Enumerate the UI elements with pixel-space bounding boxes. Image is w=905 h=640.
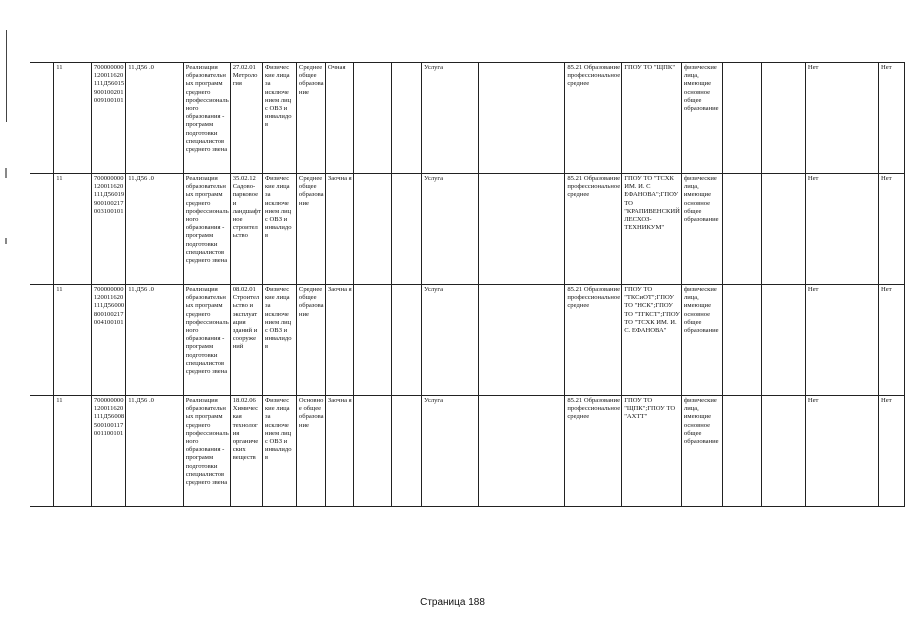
study-form: Заочна я (325, 285, 353, 396)
page-edge-mark (5, 168, 7, 178)
education-level: Основно е общее образова ние (296, 396, 325, 507)
registry-code: 700000000 120011620 111Д56000 800100217 004100101 (91, 285, 125, 396)
education-level: Среднее общее образова ние (296, 285, 325, 396)
flag-cell: Нет (805, 396, 878, 507)
empty-cell (722, 396, 762, 507)
service-name: Реализация образовательн ых программ среднего профессиональ ного образования - программ подготовки специалистов среднего звена (183, 174, 230, 285)
registry-table (30, 62, 905, 507)
institutions: ГПОУ ТО "ЩПК" (622, 63, 682, 174)
consumer-category: Физичес кие лица за исключе нием лиц с ОВЗ и инвалидо в (262, 285, 296, 396)
row-number: 11 (54, 174, 92, 285)
service-type: Услуга (421, 285, 478, 396)
consumer-category: Физичес кие лица за исключе нием лиц с ОВЗ и инвалидо в (262, 396, 296, 507)
study-form: Очная (325, 63, 353, 174)
consumer-category: Физичес кие лица за исключе нием лиц с ОВЗ и инвалидо в (262, 63, 296, 174)
service-type: Услуга (421, 63, 478, 174)
table-row (30, 285, 905, 396)
specialty: 27.02.01 Метроло гия (230, 63, 262, 174)
kind-code: 11.Д56 .0 (126, 285, 184, 396)
spacer-cell (30, 174, 54, 285)
institutions: ГПОУ ТО "ЩПК";ГПОУ ТО "АХТТ" (622, 396, 682, 507)
kind-code: 11.Д56 .0 (126, 396, 184, 507)
education-level: Среднее общее образова ние (296, 63, 325, 174)
empty-cell (392, 63, 422, 174)
flag-cell: Нет (879, 396, 905, 507)
row-number: 11 (54, 396, 92, 507)
consumer-category: Физичес кие лица за исключе нием лиц с ОВЗ и инвалидо в (262, 174, 296, 285)
okved: 85.21 Образование профессиональное среднее (565, 285, 622, 396)
flag-cell: Нет (805, 285, 878, 396)
consumers: физические лица, имеющие основное общее образование (681, 174, 722, 285)
empty-cell (762, 63, 805, 174)
page-edge-line (6, 30, 7, 122)
flag-cell: Нет (805, 174, 878, 285)
flag-cell: Нет (805, 63, 878, 174)
kind-code: 11.Д56 .0 (126, 174, 184, 285)
table-row (30, 174, 905, 285)
okved: 85.21 Образование профессиональное среднее (565, 174, 622, 285)
row-number: 11 (54, 63, 92, 174)
empty-cell (353, 285, 392, 396)
education-level: Среднее общее образова ние (296, 174, 325, 285)
study-form: Заочна я (325, 174, 353, 285)
registry-code: 700000000 120011620 111Д56015 900100201 009100101 (91, 63, 125, 174)
institutions: ГПОУ ТО "ТСХК ИМ. И. С ЕФАНОВА";ГПОУ ТО "КРАПИВЕНСКИЙ ЛЕСХОЗ-ТЕХНИКУМ" (622, 174, 682, 285)
flag-cell: Нет (879, 285, 905, 396)
registry-code: 700000000 120011620 111Д56008 500100117 001100101 (91, 396, 125, 507)
empty-cell (722, 63, 762, 174)
okved: 85.21 Образование профессиональное среднее (565, 63, 622, 174)
empty-cell (478, 396, 565, 507)
page-number: Страница 188 (420, 597, 485, 608)
study-form: Заочна я (325, 396, 353, 507)
empty-cell (762, 396, 805, 507)
specialty: 35.02.12 Садово- парковое и ландшафт ное строител ьство (230, 174, 262, 285)
specialty: 18.02.06 Химичес кая технолог ия органиче ских веществ (230, 396, 262, 507)
registry-code: 700000000 120011620 111Д56019 900100217 003100101 (91, 174, 125, 285)
service-type: Услуга (421, 396, 478, 507)
empty-cell (353, 396, 392, 507)
empty-cell (762, 285, 805, 396)
consumers: физические лица, имеющие основное общее образование (681, 396, 722, 507)
flag-cell: Нет (879, 63, 905, 174)
institutions: ГПОУ ТО "ТКСиОТ";ГПОУ ТО "НСК";ГПОУ ТО "ТГКСТ";ГПОУ ТО "ТСХК ИМ. И. С. ЕФАНОВА" (622, 285, 682, 396)
flag-cell: Нет (879, 174, 905, 285)
empty-cell (762, 174, 805, 285)
kind-code: 11.Д56 .0 (126, 63, 184, 174)
service-name: Реализация образовательн ых программ среднего профессиональ ного образования - программ подготовки специалистов среднего звена (183, 285, 230, 396)
empty-cell (478, 285, 565, 396)
row-number: 11 (54, 285, 92, 396)
empty-cell (722, 285, 762, 396)
table-row (30, 63, 905, 174)
empty-cell (722, 174, 762, 285)
page-edge-mark (5, 238, 7, 244)
empty-cell (353, 63, 392, 174)
service-type: Услуга (421, 174, 478, 285)
service-name: Реализация образовательн ых программ среднего профессиональ ного образования - программ подготовки специалистов среднего звена (183, 396, 230, 507)
spacer-cell (30, 63, 54, 174)
spacer-cell (30, 396, 54, 507)
consumers: физические лица, имеющие основное общее образование (681, 63, 722, 174)
empty-cell (478, 63, 565, 174)
empty-cell (392, 285, 422, 396)
service-name: Реализация образовательн ых программ среднего профессиональ ного образования - программ подготовки специалистов среднего звена (183, 63, 230, 174)
okved: 85.21 Образование профессиональное среднее (565, 396, 622, 507)
table-row (30, 396, 905, 507)
spacer-cell (30, 285, 54, 396)
empty-cell (392, 396, 422, 507)
empty-cell (392, 174, 422, 285)
consumers: физические лица, имеющие основное общее образование (681, 285, 722, 396)
empty-cell (353, 174, 392, 285)
specialty: 08.02.01 Строител ьство и эксплуат ация зданий и сооруже ний (230, 285, 262, 396)
empty-cell (478, 174, 565, 285)
